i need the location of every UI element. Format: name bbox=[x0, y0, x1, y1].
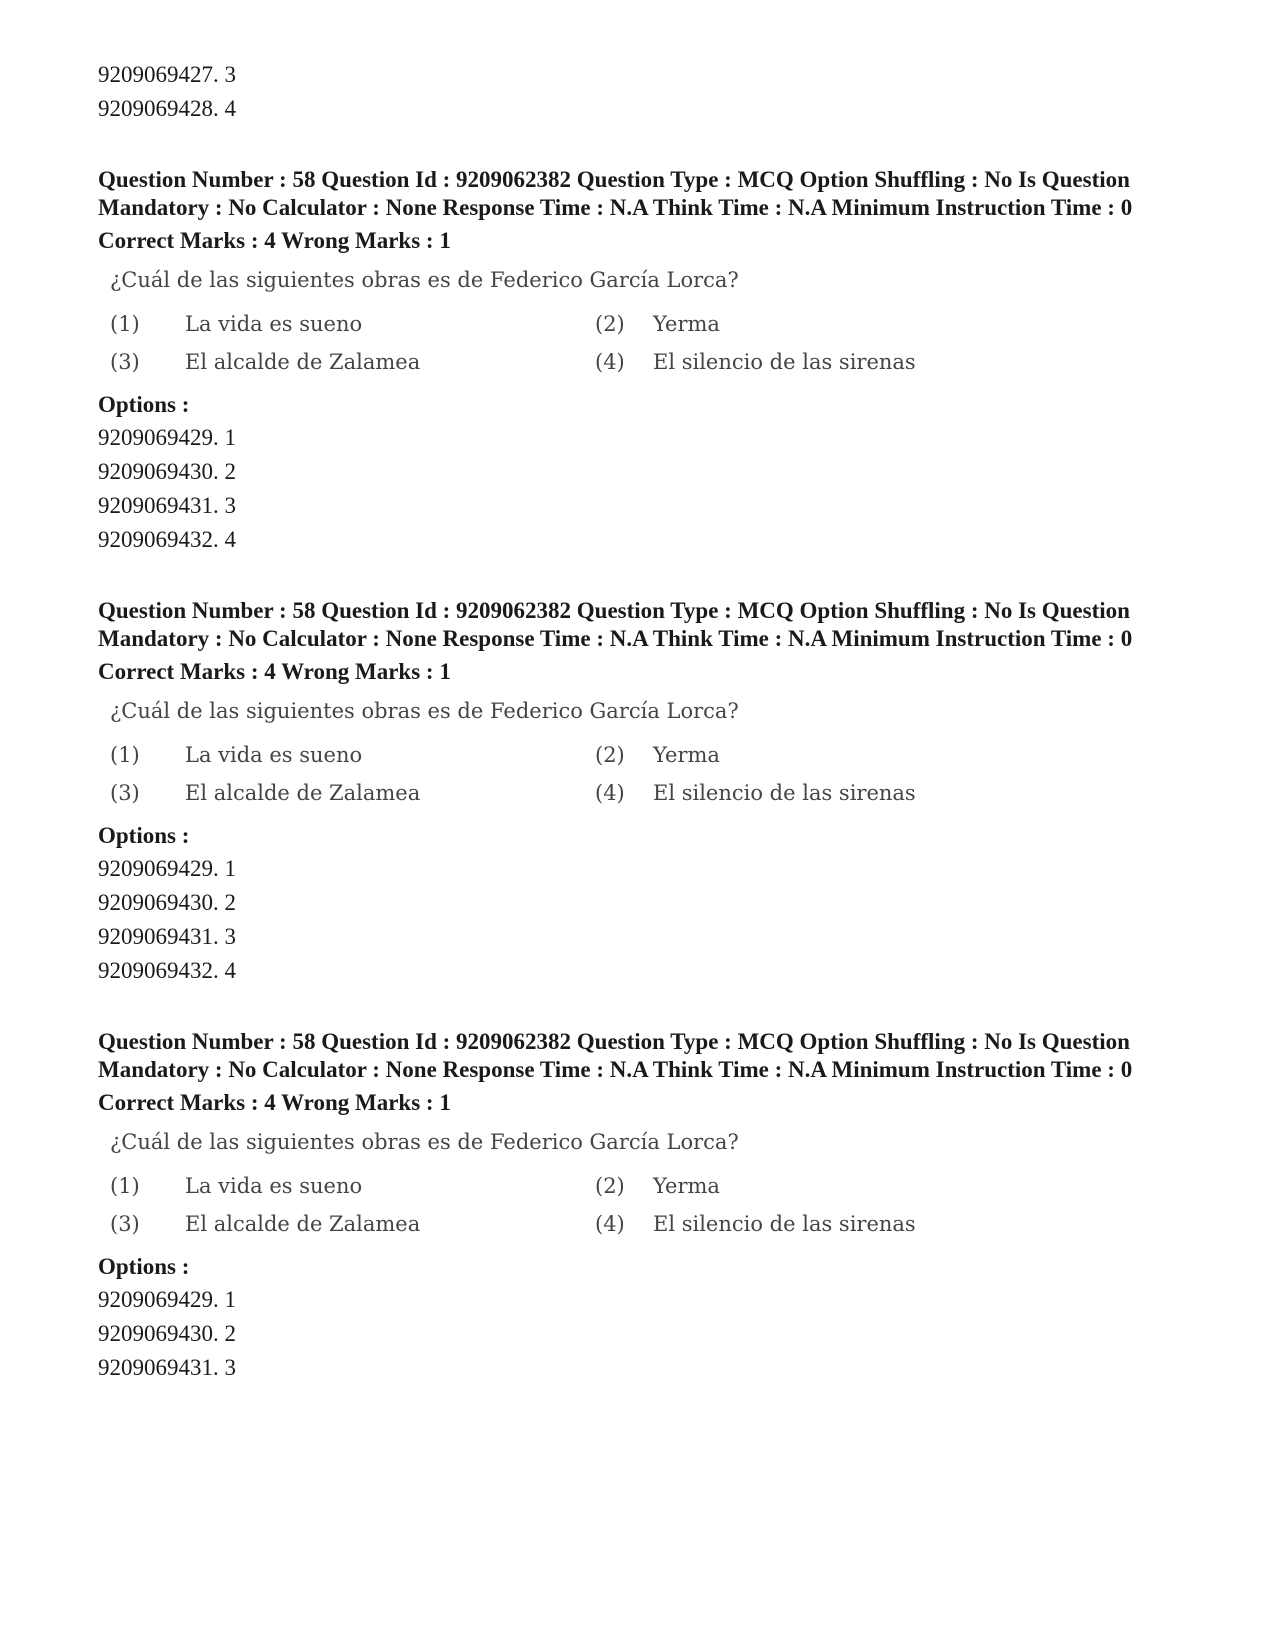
choice-text: El silencio de las sirenas bbox=[653, 1212, 916, 1236]
option-line: 9209069430. 2 bbox=[98, 1321, 236, 1346]
option-line: 9209069429. 1 bbox=[98, 425, 236, 450]
question-header: Question Number : 58 Question Id : 9209062382 Question Type : MCQ Option Shuffling : No Is Question Mandatory : No Calculator : None Response Time : N.A Think Time : N.A Minimum Instruction Time : 0 bbox=[98, 167, 1133, 220]
option-line: 9209069432. 4 bbox=[98, 958, 236, 983]
option-line: 9209069430. 2 bbox=[98, 459, 236, 484]
choice-text: El alcalde de Zalamea bbox=[185, 1212, 421, 1236]
choice-number: (2) bbox=[595, 743, 625, 767]
question-header: Question Number : 58 Question Id : 9209062382 Question Type : MCQ Option Shuffling : No Is Question Mandatory : No Calculator : None Response Time : N.A Think Time : N.A Minimum Instruction Time : 0 bbox=[98, 598, 1133, 651]
choice-number: (1) bbox=[110, 743, 140, 767]
choice-number: (4) bbox=[595, 350, 625, 374]
question-text: ¿Cuál de las siguientes obras es de Federico García Lorca? bbox=[110, 699, 739, 723]
options-label: Options : bbox=[98, 823, 190, 848]
choice-text: La vida es sueno bbox=[185, 743, 363, 767]
option-line: 9209069428. 4 bbox=[98, 96, 236, 121]
option-line: 9209069431. 3 bbox=[98, 493, 236, 518]
question-block bbox=[98, 597, 1188, 988]
question-image bbox=[98, 263, 1010, 379]
choice-number: (3) bbox=[110, 781, 140, 805]
question-marks: Correct Marks : 4 Wrong Marks : 1 bbox=[98, 659, 451, 684]
choice-text: El silencio de las sirenas bbox=[653, 781, 916, 805]
choice-number: (1) bbox=[110, 1174, 140, 1198]
option-line: 9209069427. 3 bbox=[98, 62, 236, 87]
option-line: 9209069431. 3 bbox=[98, 1355, 236, 1380]
choice-text: Yerma bbox=[653, 743, 720, 767]
choice-number: (4) bbox=[595, 1212, 625, 1236]
choice-grid bbox=[110, 1169, 1010, 1241]
option-line: 9209069432. 4 bbox=[98, 527, 236, 552]
option-line: 9209069430. 2 bbox=[98, 890, 236, 915]
option-line: 9209069429. 1 bbox=[98, 1287, 236, 1312]
question-marks: Correct Marks : 4 Wrong Marks : 1 bbox=[98, 228, 451, 253]
question-image bbox=[98, 1125, 1010, 1241]
choice-text: El alcalde de Zalamea bbox=[185, 781, 421, 805]
choice-number: (3) bbox=[110, 350, 140, 374]
choice-number: (2) bbox=[595, 312, 625, 336]
choice-text: La vida es sueno bbox=[185, 1174, 363, 1198]
choice-number: (2) bbox=[595, 1174, 625, 1198]
question-block bbox=[98, 166, 1188, 557]
option-line: 9209069429. 1 bbox=[98, 856, 236, 881]
question-text: ¿Cuál de las siguientes obras es de Federico García Lorca? bbox=[110, 1130, 739, 1154]
choice-number: (1) bbox=[110, 312, 140, 336]
question-image bbox=[98, 694, 1010, 810]
question-marks: Correct Marks : 4 Wrong Marks : 1 bbox=[98, 1090, 451, 1115]
option-line: 9209069431. 3 bbox=[98, 924, 236, 949]
question-text: ¿Cuál de las siguientes obras es de Federico García Lorca? bbox=[110, 268, 739, 292]
choice-text: El alcalde de Zalamea bbox=[185, 350, 421, 374]
choice-number: (4) bbox=[595, 781, 625, 805]
choice-text: La vida es sueno bbox=[185, 312, 363, 336]
choice-number: (3) bbox=[110, 1212, 140, 1236]
options-label: Options : bbox=[98, 1254, 190, 1279]
choice-grid bbox=[110, 307, 1010, 379]
options-label: Options : bbox=[98, 392, 190, 417]
question-header: Question Number : 58 Question Id : 9209062382 Question Type : MCQ Option Shuffling : No Is Question Mandatory : No Calculator : None Response Time : N.A Think Time : N.A Minimum Instruction Time : 0 bbox=[98, 1029, 1133, 1082]
question-block bbox=[98, 1028, 1188, 1385]
choice-text: Yerma bbox=[653, 1174, 720, 1198]
choice-text: El silencio de las sirenas bbox=[653, 350, 916, 374]
choice-grid bbox=[110, 738, 1010, 810]
choice-text: Yerma bbox=[653, 312, 720, 336]
document-page bbox=[98, 58, 1188, 1385]
lead-options-list bbox=[98, 58, 1188, 126]
